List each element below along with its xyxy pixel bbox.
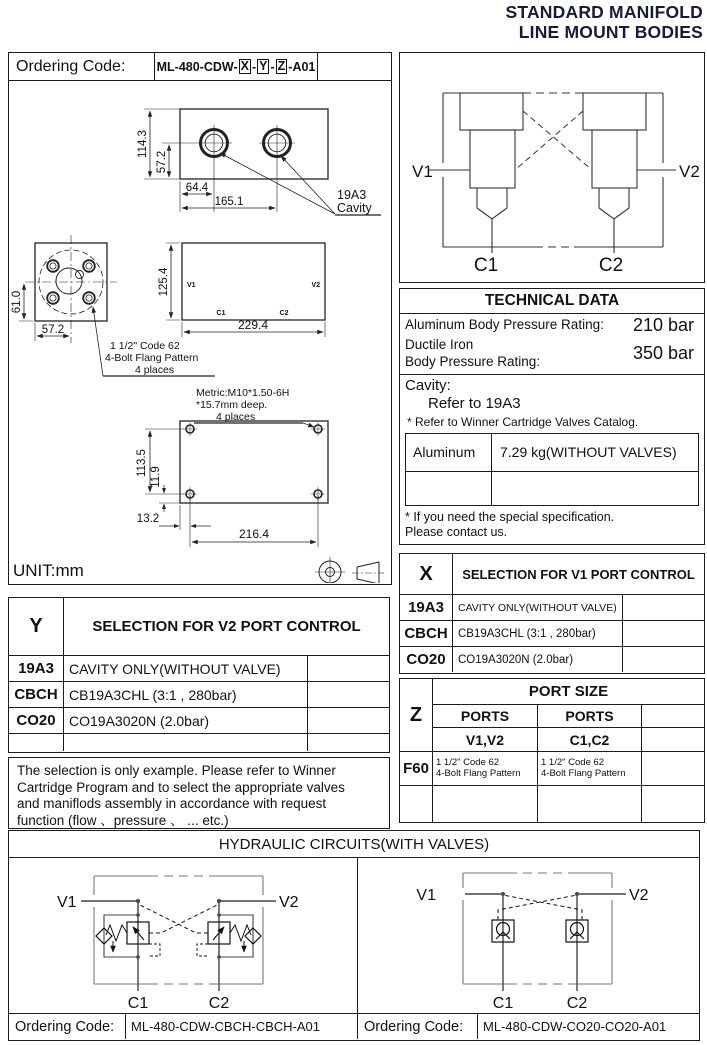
valve-schematic bbox=[400, 53, 703, 281]
hydraulic-circuits-panel bbox=[8, 830, 700, 1041]
technical-data-panel bbox=[399, 288, 705, 545]
page-title-line2: LINE MOUNT BODIES bbox=[518, 21, 703, 42]
circuit-right-c2: C2 bbox=[566, 995, 588, 1012]
pressure-row-ductile bbox=[400, 336, 704, 371]
x-key: X bbox=[400, 554, 453, 594]
dim-57-2-side: 57.2 bbox=[41, 324, 65, 336]
hydraulic-circuits-title: HYDRAULIC CIRCUITS(WITH VALVES) bbox=[9, 831, 699, 858]
cavity-callout-line1: 19A3 bbox=[337, 188, 367, 202]
x-header-label: SELECTION FOR V1 PORT CONTROL bbox=[462, 566, 695, 582]
ordering-row-left bbox=[9, 1013, 358, 1039]
schematic-lines bbox=[428, 93, 676, 253]
boundary bbox=[463, 873, 612, 984]
ordering-code-header bbox=[9, 53, 391, 81]
flange-note-line1: 1 1/2" Code 62 bbox=[110, 340, 180, 352]
flow-lines bbox=[465, 894, 626, 991]
page-title bbox=[506, 3, 704, 42]
ordering-code-right: ML-480-CDW-CO20-CO20-A01 bbox=[483, 1019, 667, 1034]
table-row: CO20 CO19A3020N (2.0bar) bbox=[9, 708, 389, 734]
x-selection-table bbox=[399, 553, 705, 674]
page-title-line1: STANDARD MANIFOLD bbox=[505, 2, 703, 22]
aluminum-pressure-label: Aluminum Body Pressure Rating: bbox=[405, 317, 604, 333]
table-row: 19A3 CAVITY ONLY(WITHOUT VALVE) bbox=[400, 595, 704, 621]
circuit-right-v1: V1 bbox=[416, 887, 436, 904]
junctions bbox=[501, 892, 579, 896]
schematic-v1-label: V1 bbox=[412, 162, 433, 181]
flange-note-line2: 4-Bolt Flang Pattern bbox=[105, 352, 199, 364]
dim-125-4: 125.4 bbox=[158, 267, 170, 297]
flow-lines bbox=[81, 901, 276, 991]
weight-table bbox=[405, 433, 699, 506]
dim-114-3: 114.3 bbox=[137, 130, 149, 158]
dim-64-4: 64.4 bbox=[185, 182, 209, 194]
dim-216-4: 216.4 bbox=[238, 527, 270, 541]
special-spec-note: * If you need the special specification. Please contact us. bbox=[405, 509, 615, 540]
cavity-callout-line2: Cavity bbox=[337, 201, 372, 215]
engineering-drawing bbox=[9, 81, 390, 583]
boundary bbox=[94, 876, 263, 984]
circuit-left bbox=[9, 858, 358, 1013]
weight-row bbox=[406, 434, 698, 471]
y-key: Y bbox=[9, 598, 64, 655]
ordering-x-box: X bbox=[240, 58, 249, 73]
dim-165-1: 165.1 bbox=[214, 196, 244, 208]
selection-note: The selection is only example. Please refer to Winner Cartridge Program and to select the appropriate valves and maniflods assembly in accordance with request function (flow 、pressure 、 ... etc.) bbox=[8, 757, 390, 829]
bottom-view bbox=[145, 421, 328, 547]
table-row: CBCH CB19A3CHL (3:1 , 280bar) bbox=[400, 621, 704, 647]
ports-header-2: PORTS bbox=[538, 705, 642, 728]
z-port-size-table bbox=[399, 678, 705, 823]
cbch-valves bbox=[96, 904, 261, 956]
f60-cell-v: 1 1/2" Code 62 4-Bolt Flang Pattern bbox=[433, 752, 538, 786]
f60-key: F60 bbox=[400, 752, 433, 786]
cavity-value: Refer to 19A3 bbox=[428, 394, 521, 412]
circuit-right-c1: C1 bbox=[492, 995, 514, 1012]
circuit-left-c1: C1 bbox=[127, 995, 149, 1012]
metric-note-line3: 4 places bbox=[216, 411, 256, 423]
dim-13-2: 13.2 bbox=[136, 513, 160, 525]
ordering-z-box: Z bbox=[277, 58, 286, 73]
ordering-label-left: Ordering Code: bbox=[9, 1014, 126, 1039]
drawing-panel bbox=[8, 52, 392, 585]
ports-sub-1: V1,V2 bbox=[433, 728, 538, 752]
aluminum-pressure-value: 210 bar bbox=[632, 315, 694, 335]
dim-11-9: 11.9 bbox=[150, 466, 162, 488]
y-header-label: SELECTION FOR V2 PORT CONTROL bbox=[92, 618, 361, 635]
cavity-label: Cavity: bbox=[405, 376, 451, 394]
circuit-co20 bbox=[358, 858, 698, 1013]
ductile-pressure-value: 350 bar bbox=[632, 343, 694, 364]
table-row: CBCH CB19A3CHL (3:1 , 280bar) bbox=[9, 682, 389, 708]
circuit-left-v1: V1 bbox=[57, 894, 77, 911]
port-size-header: PORT SIZE bbox=[433, 679, 704, 705]
dim-57-2-top: 57.2 bbox=[156, 150, 168, 174]
metric-note-line2: *15.7mm deep. bbox=[196, 399, 268, 411]
circuit-left-v2: V2 bbox=[279, 894, 299, 911]
circuit-left-c2: C2 bbox=[208, 995, 230, 1012]
valve-schematic-panel bbox=[399, 52, 705, 283]
schematic-c2-label: C2 bbox=[598, 255, 624, 276]
z-key: Z bbox=[400, 679, 433, 752]
pressure-row-aluminum bbox=[400, 314, 704, 336]
f60-cell-c: 1 1/2" Code 62 4-Bolt Flang Pattern bbox=[538, 752, 642, 786]
weight-row-empty bbox=[406, 471, 698, 505]
ordering-y-box: Y bbox=[259, 58, 268, 73]
y-table-header bbox=[9, 598, 389, 656]
ports-header-1: PORTS bbox=[433, 705, 538, 728]
cavity-note: * Refer to Winner Cartridge Valves Catalog. bbox=[407, 414, 639, 429]
front-view-c2: C2 bbox=[279, 310, 289, 317]
circuit-right bbox=[358, 858, 699, 1013]
front-view-v2: V2 bbox=[311, 282, 320, 289]
table-row-empty bbox=[9, 734, 389, 751]
metric-note-line1: Metric:M10*1.50-6H bbox=[196, 387, 290, 399]
y-selection-table bbox=[8, 597, 390, 753]
dim-61-0: 61.0 bbox=[11, 290, 23, 314]
weight-material: Aluminum bbox=[406, 434, 492, 471]
x-table-header bbox=[400, 554, 704, 595]
ordering-label-right: Ordering Code: bbox=[358, 1014, 478, 1039]
front-view-v1: V1 bbox=[187, 282, 196, 289]
ports-sub-2: C1,C2 bbox=[538, 728, 642, 752]
unit-label: UNIT:mm bbox=[13, 561, 84, 580]
projection-symbol-icon bbox=[315, 557, 384, 583]
dim-229-4: 229.4 bbox=[237, 318, 269, 332]
schematic-v2-label: V2 bbox=[679, 162, 700, 181]
ductile-pressure-label: Ductile Iron Body Pressure Rating: bbox=[405, 337, 541, 369]
flange-note-line3: 4 places bbox=[135, 364, 175, 376]
table-row: CO20 CO19A3020N (2.0bar) bbox=[400, 647, 704, 672]
technical-data-title: TECHNICAL DATA bbox=[400, 289, 704, 314]
dim-113-5: 113.5 bbox=[136, 449, 148, 477]
circuit-cbch bbox=[9, 858, 356, 1013]
table-row: 19A3 CAVITY ONLY(WITHOUT VALVE) bbox=[9, 656, 389, 682]
ordering-code-left: ML-480-CDW-CBCH-CBCH-A01 bbox=[131, 1019, 321, 1034]
ordering-row-right bbox=[358, 1013, 699, 1039]
ordering-code-value: ML-480-CDW- X - Y - Z -A01 bbox=[154, 53, 318, 80]
check-valves bbox=[492, 895, 588, 942]
front-view-c1: C1 bbox=[216, 310, 226, 317]
schematic-c1-label: C1 bbox=[473, 255, 499, 276]
circuit-right-v2: V2 bbox=[629, 887, 649, 904]
ordering-code-label: Ordering Code: bbox=[16, 57, 126, 75]
weight-value: 7.29 kg(WITHOUT VALVES) bbox=[500, 444, 677, 461]
